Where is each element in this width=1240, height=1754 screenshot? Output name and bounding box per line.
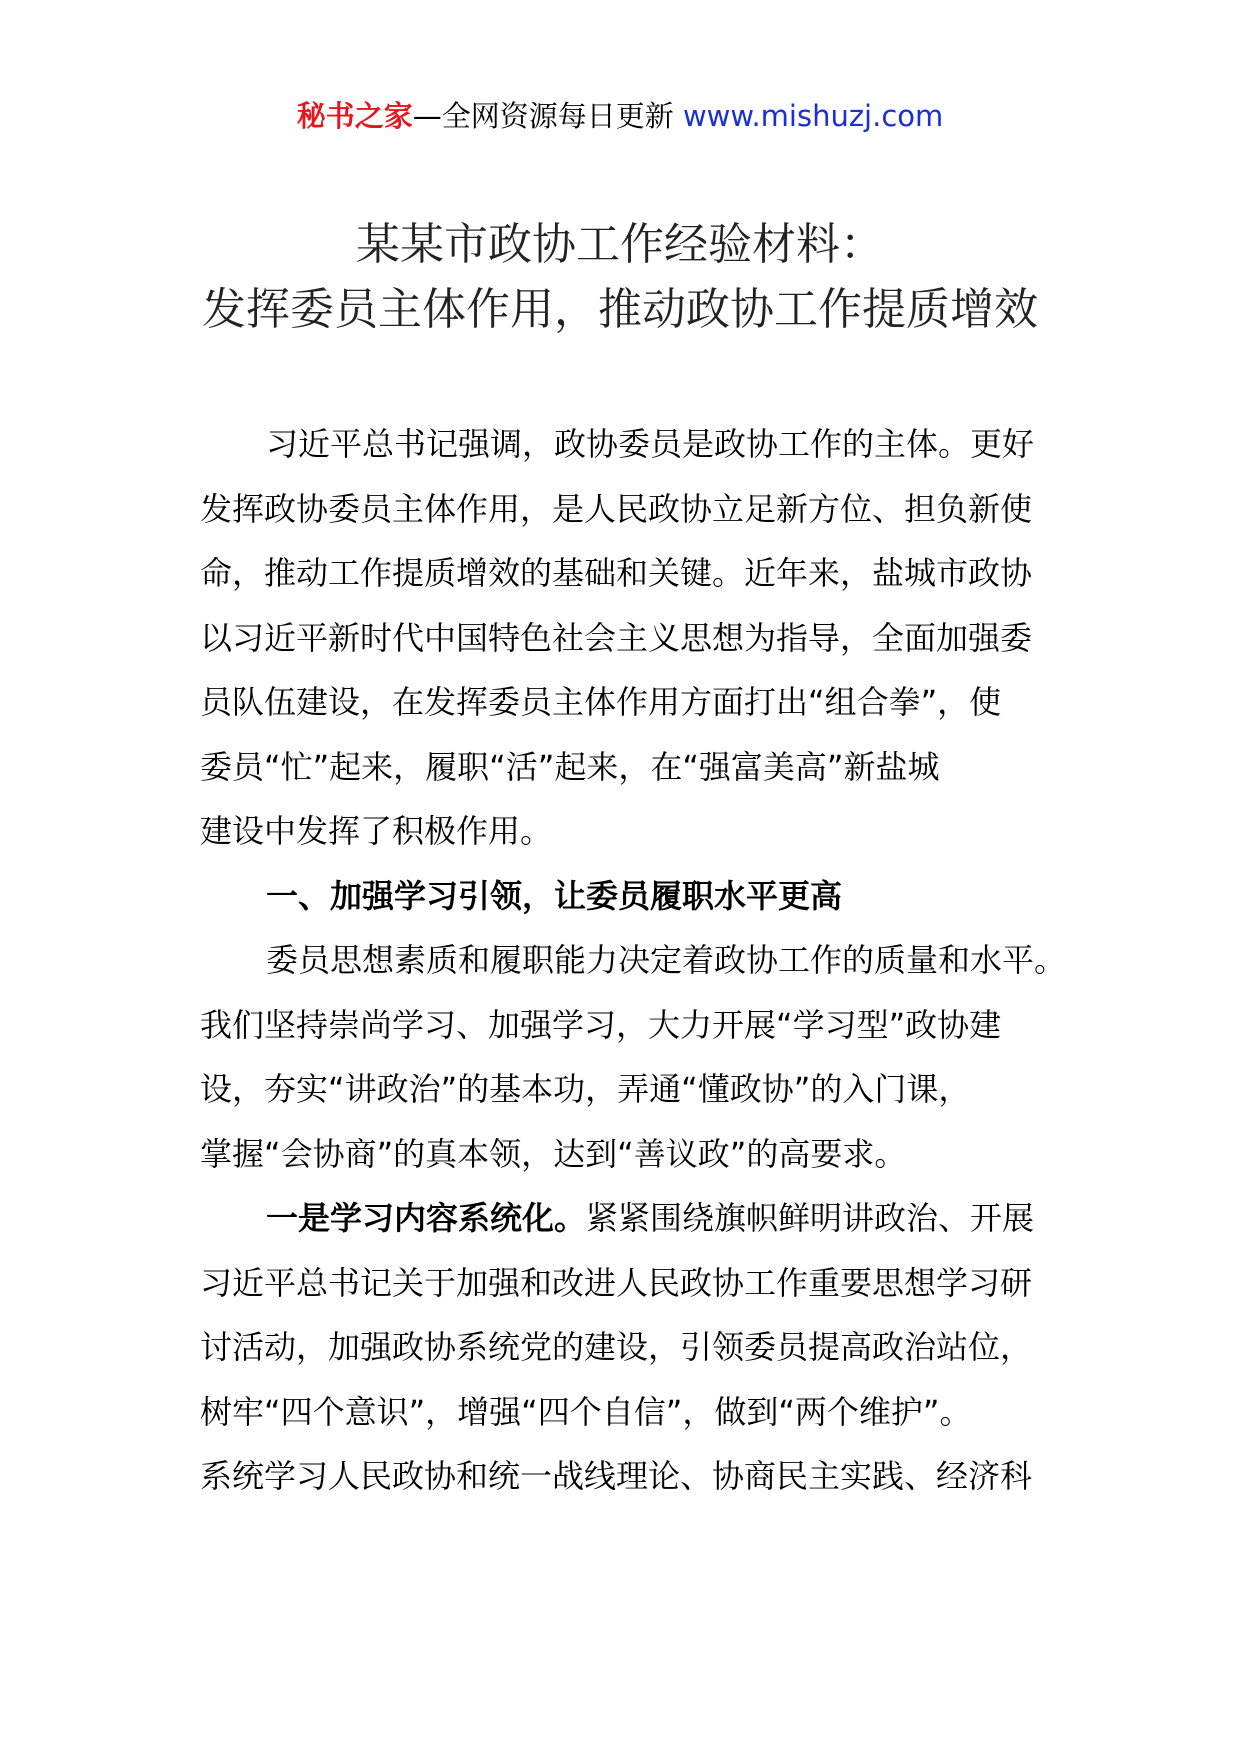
site-slogan: —全网资源每日更新 (412, 99, 674, 133)
section-heading: 一、加强学习引领，让委员履职水平更高 (266, 876, 843, 915)
paragraph-line (200, 1186, 1120, 1251)
site-url-link[interactable]: www.mishuzj.com (682, 99, 944, 133)
point-lead: 一是学习内容系统化。 (266, 1199, 587, 1237)
paragraph-line: 掌握“会协商”的真本领，达到“善议政”的高要求。 (200, 1134, 907, 1173)
site-brand: 秘书之家 (296, 99, 413, 133)
paragraph-line: 员队伍建设，在发挥委员主体作用方面打出“组合拳”，使 (200, 683, 1002, 721)
paragraph-line: 设，夯实“讲政治”的基本功，弄通“懂政协”的入门课， (200, 1070, 971, 1108)
paragraph-line: 建设中发挥了积极作用。 (200, 812, 553, 850)
paragraph-line: 以习近平新时代中国特色社会主义思想为指导，全面加强委 (200, 618, 1033, 657)
document-body (200, 412, 1120, 1509)
paragraph-line: 命，推动工作提质增效的基础和关键。近年来，盐城市政协 (200, 554, 1033, 592)
paragraph-line: 委员思想素质和履职能力决定着政协工作的质量和水平。 (266, 941, 1067, 979)
document-title-line-2: 发挥委员主体作用，推动政协工作提质增效 (202, 284, 1038, 335)
site-header (0, 96, 1240, 136)
paragraph-line: 讨活动，加强政协系统党的建设，引领委员提高政治站位， (200, 1328, 1033, 1366)
paragraph-line: 树牢“四个意识”，增强“四个自信”，做到“两个维护”。 (200, 1392, 972, 1431)
paragraph-line: 习近平总书记关于加强和改进人民政协工作重要思想学习研 (200, 1263, 1033, 1302)
point-text: 紧紧围绕旗帜鲜明讲政治、开展 (586, 1199, 1035, 1237)
paragraph-line: 我们坚持崇尚学习、加强学习，大力开展“学习型”政协建 (200, 1005, 1002, 1044)
paragraph-line: 系统学习人民政协和统一战线理论、协商民主实践、经济科 (200, 1457, 1033, 1495)
paragraph-line: 习近平总书记强调，政协委员是政协工作的主体。更好 (266, 425, 1035, 463)
paragraph-line: 委员“忙”起来，履职“活”起来，在“强富美高”新盐城 (200, 747, 940, 786)
document-title-line-1: 某某市政协工作经验材料： (356, 219, 884, 270)
paragraph-line: 发挥政协委员主体作用，是人民政协立足新方位、担负新使 (200, 489, 1033, 528)
